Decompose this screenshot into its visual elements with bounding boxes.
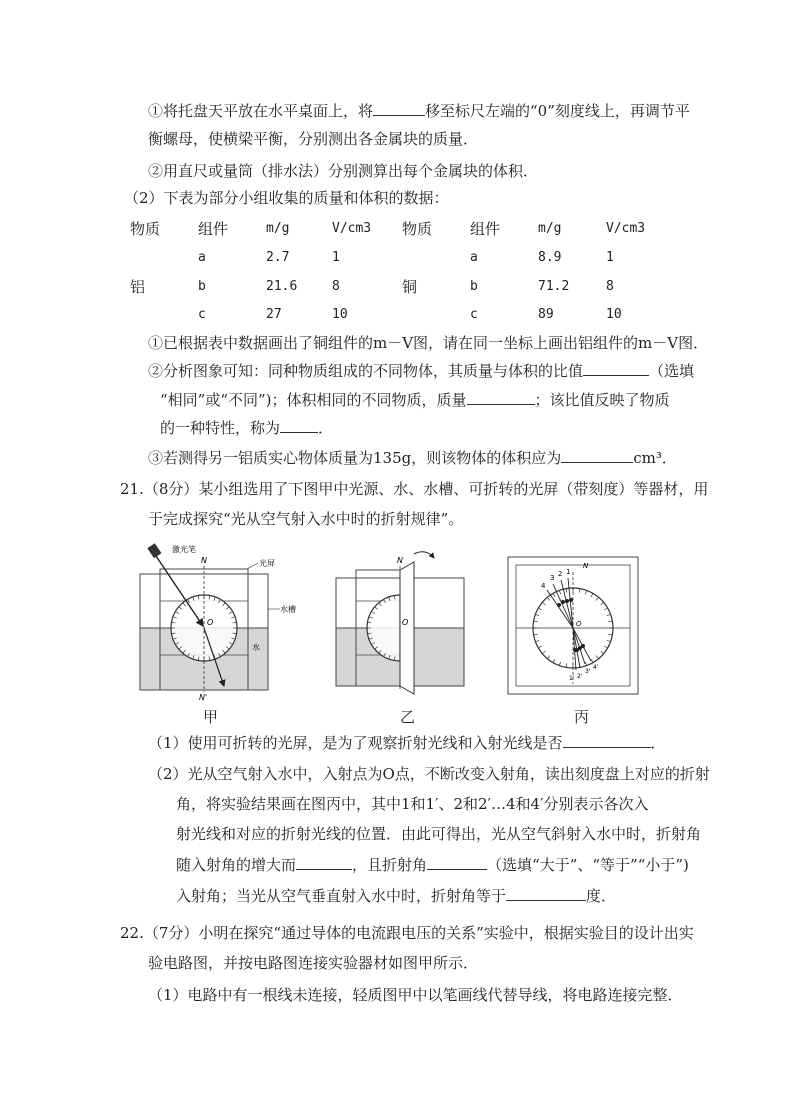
th-component-1: 组件 <box>198 220 229 238</box>
q21-p2-l1: （2）光从空气射入水中，入射点为O点，不断改变入射角，读出刻度盘上对应的折射 <box>148 765 710 783</box>
q20-sub3: ③若测得另一铝质实心物体质量为135g，则该物体的体积应为 cm³． <box>148 449 677 467</box>
q20-step2: ②用直尺或量筒（排水法）分别测算出每个金属块的体积． <box>148 162 539 180</box>
label-screen: 光屏 <box>259 559 275 568</box>
answer-blank[interactable] <box>427 855 487 870</box>
q22-title-cont: 验电路图，并按电路图连接实验器材如图甲所示． <box>148 954 479 972</box>
q20-sub2-cont: “相同”或“不同”)；体积相同的不同物质，质量 ；该比值反映了物质 <box>160 391 670 409</box>
tick-mark <box>542 602 545 605</box>
label-o: O <box>402 618 409 627</box>
th-material-1: 物质 <box>130 220 161 238</box>
q21-p2-l5: 入射角；当光从空气垂直射入水中时，折射角等于 度． <box>176 887 617 905</box>
table-cell: 10 <box>332 307 348 322</box>
label-n: N <box>583 562 589 570</box>
table-cell: a <box>198 250 206 265</box>
label-tank: 水槽 <box>280 605 296 614</box>
ray-label: 1' <box>569 675 575 682</box>
rotate-arrow-icon <box>414 552 434 558</box>
label-n: N <box>397 556 403 565</box>
tick-mark <box>601 651 604 654</box>
tick-mark <box>553 593 555 596</box>
table-cell: 2.7 <box>266 250 290 265</box>
tick-mark <box>596 656 599 659</box>
label-n: N <box>201 556 207 565</box>
ray-label: 4 <box>541 582 546 590</box>
tick-mark <box>534 621 538 622</box>
figure-bing <box>508 557 638 694</box>
q21-title-cont: 于完成探究“光从空气射入水中时的折射规律”。 <box>148 510 464 528</box>
q21-p2-l3: 射光线和对应的折射光线的位置．由此可得出，光从空气斜射入水中时，折射角 <box>176 825 702 843</box>
tick-mark <box>591 593 593 596</box>
tick-mark <box>534 634 538 635</box>
label-water: 水 <box>252 643 260 652</box>
tick-mark <box>566 589 567 593</box>
th-mass-1: m/g <box>266 221 290 236</box>
table-cell: 1 <box>332 250 340 265</box>
tick-mark <box>607 614 611 615</box>
tick-mark <box>601 602 604 605</box>
th-volume-1: V/cm3 <box>332 221 372 236</box>
tick-mark <box>604 608 607 610</box>
tick-mark <box>542 651 545 654</box>
ray-label: 3 <box>550 574 555 582</box>
q21-p1: （1）使用可折转的光屏，是为了观察折射光线和入射光线是否 ． <box>148 734 666 752</box>
tick-mark <box>559 662 560 666</box>
tick-mark <box>538 608 541 610</box>
tick-mark <box>559 590 560 594</box>
th-component-2: 组件 <box>470 220 501 238</box>
tick-mark <box>608 634 612 635</box>
tick-mark <box>585 590 586 594</box>
q20-part2: （2）下表为部分小组收集的质量和体积的数据： <box>124 189 449 207</box>
tick-mark <box>566 663 567 667</box>
caption-bing: 丙 <box>574 708 590 726</box>
table-cell: c <box>470 307 478 322</box>
ray-label: 2 <box>558 570 563 578</box>
caption-yi: 乙 <box>400 708 416 726</box>
tick-mark <box>579 589 580 593</box>
tick-mark <box>585 662 586 666</box>
ray-label: 2' <box>577 673 583 680</box>
table-cell: b <box>198 279 206 294</box>
tick-mark <box>596 597 599 600</box>
q22-title: 22.（7分）小明在探究“通过导体的电流跟电压的关系”实验中，根据实验目的设计出实 <box>120 924 694 942</box>
label-o: O <box>576 620 582 628</box>
tick-mark <box>535 640 539 641</box>
table-cell: a <box>470 250 478 265</box>
caption-jia: 甲 <box>203 708 219 726</box>
tick-mark <box>607 640 611 641</box>
table-cell: 1 <box>606 250 614 265</box>
figure-jia <box>140 543 296 702</box>
th-mass-2: m/g <box>538 221 562 236</box>
q21-p2-l2: 角，将实验结果画在图丙中，其中1和1′、2和2′…4和4′分别表示各次入 <box>176 795 649 813</box>
th-material-2: 物质 <box>402 220 433 238</box>
table-cell: 8 <box>606 279 614 294</box>
label-o: O <box>207 618 214 627</box>
tick-mark <box>591 659 593 662</box>
table-cell: 8 <box>332 279 340 294</box>
answer-blank[interactable] <box>506 886 586 901</box>
tick-mark <box>547 597 550 600</box>
q20-sub2-end: 的一种特性，称为 ． <box>160 419 334 437</box>
table-cell: c <box>198 307 206 322</box>
q20-sub1: ①已根据表中数据画出了铜组件的m－V图，请在同一坐标上画出铝组件的m－V图． <box>148 334 709 352</box>
table-cell: b <box>470 279 478 294</box>
figure-yi <box>336 552 464 694</box>
material-copper: 铜 <box>402 278 418 296</box>
answer-blank[interactable] <box>563 733 651 748</box>
q20-step1: ①将托盘天平放在水平桌面上，将 移至标尺左端的“0”刻度线上，再调节平 <box>148 102 690 120</box>
table-cell: 89 <box>538 307 554 322</box>
tick-mark <box>604 646 607 648</box>
q20-sub2: ②分析图象可知：同种物质组成的不同物体，其质量与体积的比值 （选填 <box>148 362 695 380</box>
tick-mark <box>547 656 550 659</box>
tick-mark <box>538 646 541 648</box>
material-aluminium: 铝 <box>130 278 146 296</box>
q21-p2-l4: 随入射角的增大而 ，且折射角 （选填“大于”、“等于”“小于”) <box>176 856 689 874</box>
ray-label: 3' <box>585 668 591 675</box>
label-n-prime: N' <box>199 693 208 702</box>
laser-icon <box>147 543 161 558</box>
folded-screen <box>400 562 414 694</box>
th-volume-2: V/cm3 <box>606 221 646 236</box>
table-cell: 27 <box>266 307 282 322</box>
tick-mark <box>553 659 555 662</box>
tick-mark <box>535 614 539 615</box>
table-cell: 21.6 <box>266 279 298 294</box>
q21-title: 21.（8分）某小组选用了下图甲中光源、水、水槽、可折转的光屏（带刻度）等器材，用 <box>120 480 709 498</box>
label-laser: 激光笔 <box>172 545 196 554</box>
table-cell: 8.9 <box>538 250 562 265</box>
answer-blank[interactable] <box>296 855 352 870</box>
table-cell: 10 <box>606 307 622 322</box>
ray-label: 1 <box>566 568 571 576</box>
q20-step1-cont: 衡螺母，使横梁平衡，分别测出各金属块的质量． <box>148 130 479 148</box>
table-cell: 71.2 <box>538 279 570 294</box>
ray-label: 4' <box>593 664 599 671</box>
tick-mark <box>608 621 612 622</box>
q22-p1: （1）电路中有一根线未连接，轻质图甲中以笔画线代替导线，将电路连接完整． <box>148 986 683 1004</box>
